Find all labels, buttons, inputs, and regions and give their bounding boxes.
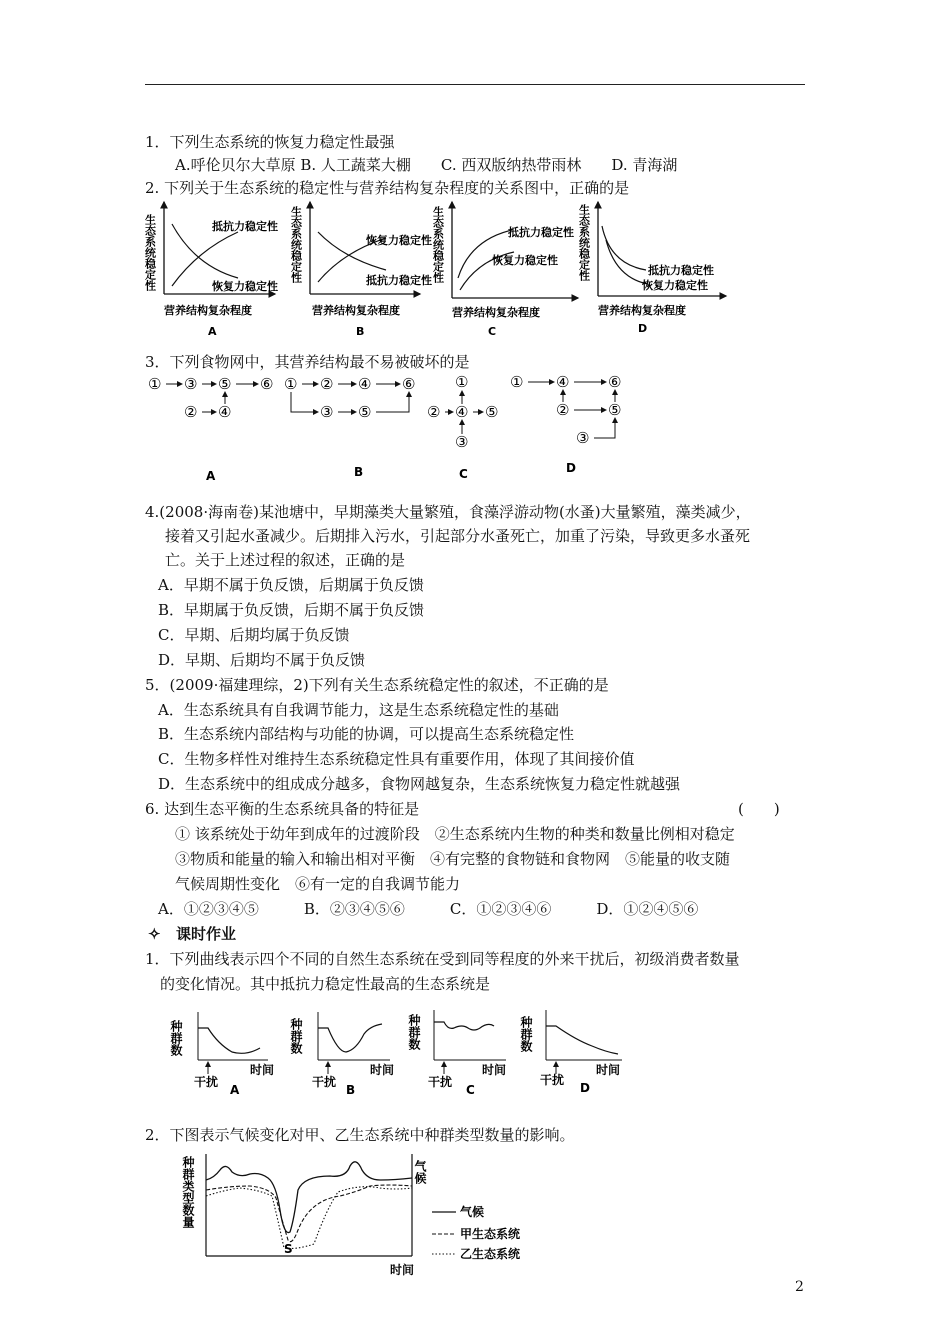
svg-text:②: ② xyxy=(320,375,334,393)
svg-text:干扰: 干扰 xyxy=(540,1073,565,1087)
svg-text:①: ① xyxy=(455,373,469,391)
q2-c-resist: 抵抗力稳定性 xyxy=(508,226,574,239)
q2-graph-c xyxy=(432,202,579,338)
q4-option-a: A．早期不属于负反馈，后期属于负反馈 xyxy=(158,576,424,594)
svg-text:③: ③ xyxy=(184,375,198,393)
svg-text:⑤: ⑤ xyxy=(358,403,372,421)
q6-stem: 6. 达到生态平衡的生态系统具备的特征是 xyxy=(145,800,420,818)
svg-text:④: ④ xyxy=(455,403,469,421)
q3-food-webs xyxy=(140,368,650,488)
svg-text:③: ③ xyxy=(320,403,334,421)
q2-c-ylabel: 生态系统稳定性 xyxy=(431,206,445,283)
q2-c-recover: 恢复力稳定性 xyxy=(492,254,558,267)
hw2-xlabel: 时间 xyxy=(390,1263,415,1277)
hw2-figure xyxy=(180,1150,540,1275)
hw2-legend-a: 甲生态系统 xyxy=(460,1227,521,1241)
hw2-legend-climate: 气候 xyxy=(460,1205,485,1219)
hw2-system-a-line xyxy=(206,1185,412,1242)
svg-text:A: A xyxy=(206,469,216,483)
svg-text:时间: 时间 xyxy=(596,1063,621,1077)
svg-text:④: ④ xyxy=(358,375,372,393)
q2-a-resist: 抵抗力稳定性 xyxy=(212,220,278,233)
svg-text:B: B xyxy=(354,465,364,479)
svg-text:干扰: 干扰 xyxy=(194,1075,219,1089)
q2-a-letter: A xyxy=(208,325,217,338)
svg-text:时间: 时间 xyxy=(250,1063,275,1077)
svg-text:种群数: 种群数 xyxy=(169,1020,183,1056)
q2-a-ylabel: 生态系统稳定性 xyxy=(143,214,157,291)
q2-stem: 2. 下列关于生态系统的稳定性与营养结构复杂程度的关系图中，正确的是 xyxy=(145,179,630,197)
q2-d-recover: 恢复力稳定性 xyxy=(642,279,708,292)
q6-line1: ① 该系统处于幼年到成年的过渡阶段 ②生态系统内生物的种类和数量比例相对稳定 xyxy=(175,825,735,843)
hw1-line1: 1．下列曲线表示四个不同的自然生态系统在受到同等程度的外来干扰后，初级消费者数量 xyxy=(145,950,740,968)
svg-text:⑤: ⑤ xyxy=(485,403,499,421)
q2-d-letter: D xyxy=(638,322,648,335)
q2-figures xyxy=(140,198,740,343)
svg-text:③: ③ xyxy=(455,433,469,451)
svg-text:⑤: ⑤ xyxy=(218,375,232,393)
hw2-point-s: S xyxy=(284,1242,293,1256)
q2-d-ylabel: 生态系统稳定性 xyxy=(577,204,591,281)
q5-stem: 5．(2009·福建理综，2)下列有关生态系统稳定性的叙述，不正确的是 xyxy=(145,676,609,694)
q1-options: A.呼伦贝尔大草原 B. 人工蔬菜大棚 C. 西双版纳热带雨林 D. 青海湖 xyxy=(175,156,678,174)
q3-web-c xyxy=(427,373,498,481)
q2-graph-b xyxy=(290,202,433,338)
svg-text:D: D xyxy=(580,1081,590,1095)
q1-stem: 1．下列生态系统的恢复力稳定性最强 xyxy=(145,133,395,151)
q6-answer-paren: ( ) xyxy=(738,800,780,818)
hw2-system-b-line xyxy=(206,1187,412,1249)
q4-line3: 亡。关于上述过程的叙述，正确的是 xyxy=(165,551,406,569)
q5-option-a: A．生态系统具有自我调节能力，这是生态系统稳定性的基础 xyxy=(158,701,559,719)
q2-b-xlabel: 营养结构复杂程度 xyxy=(312,304,400,317)
svg-text:⑤: ⑤ xyxy=(608,401,622,419)
svg-text:种群数: 种群数 xyxy=(519,1016,533,1052)
q2-b-ylabel: 生态系统稳定性 xyxy=(289,206,303,283)
q2-b-recover: 恢复力稳定性 xyxy=(366,234,432,247)
svg-text:B: B xyxy=(346,1083,356,1097)
q2-b-letter: B xyxy=(356,325,365,338)
section-symbol-icon: ✧ xyxy=(148,925,161,943)
svg-text:C: C xyxy=(459,467,468,481)
q3-web-b xyxy=(284,375,415,479)
svg-text:干扰: 干扰 xyxy=(312,1075,337,1089)
svg-text:种群数: 种群数 xyxy=(407,1014,421,1050)
hw1-graph-d xyxy=(519,1010,622,1095)
svg-text:干扰: 干扰 xyxy=(428,1075,453,1089)
page-number: 2 xyxy=(795,1279,804,1295)
q4-option-b: B．早期属于负反馈，后期不属于负反馈 xyxy=(158,601,425,619)
svg-text:⑥: ⑥ xyxy=(608,373,622,391)
q5-option-c: C．生物多样性对维持生态系统稳定性具有重要作用，体现了其间接价值 xyxy=(158,750,635,768)
q6-line2: ③物质和能量的输入和输出相对平衡 ④有完整的食物链和食物网 ⑤能量的收支随 xyxy=(175,850,731,868)
section-title: 课时作业 xyxy=(176,925,237,943)
q4-line2: 接着又引起水蚤减少。后期排入污水，引起部分水蚤死亡，加重了污染，导致更多水蚤死 xyxy=(165,527,751,545)
svg-text:⑥: ⑥ xyxy=(402,375,416,393)
hw2-yright: 气候 xyxy=(413,1160,427,1184)
q3-web-d xyxy=(510,373,621,475)
svg-text:C: C xyxy=(466,1083,475,1097)
q5-option-d: D．生态系统中的组成成分越多，食物网越复杂，生态系统恢复力稳定性就越强 xyxy=(158,775,681,793)
svg-text:②: ② xyxy=(427,403,441,421)
svg-text:④: ④ xyxy=(556,373,570,391)
svg-text:④: ④ xyxy=(218,403,232,421)
q2-a-xlabel: 营养结构复杂程度 xyxy=(164,304,252,317)
q4-option-d: D．早期、后期均不属于负反馈 xyxy=(158,651,366,669)
q4-line1: 4.(2008·海南卷)某池塘中，早期藻类大量繁殖，食藻浮游动物(水蚤)大量繁殖，藻类减少， xyxy=(145,503,751,521)
q2-c-letter: C xyxy=(488,325,497,338)
svg-text:②: ② xyxy=(184,403,198,421)
q2-b-resist: 抵抗力稳定性 xyxy=(366,274,432,287)
hw1-graph-a xyxy=(169,1012,274,1097)
svg-text:种群数: 种群数 xyxy=(289,1018,303,1054)
hw1-line2: 的变化情况。其中抵抗力稳定性最高的生态系统是 xyxy=(160,975,491,993)
svg-text:时间: 时间 xyxy=(370,1063,395,1077)
q6-line3: 气候周期性变化 ⑥有一定的自我调节能力 xyxy=(175,875,461,893)
q2-graph-a xyxy=(144,202,279,338)
hw1-graph-b xyxy=(289,1012,394,1097)
hw2-ylabel: 种群类型数量 xyxy=(181,1156,195,1228)
svg-text:①: ① xyxy=(284,375,298,393)
header-rule xyxy=(145,84,805,85)
q2-c-xlabel: 营养结构复杂程度 xyxy=(452,306,540,319)
svg-text:D: D xyxy=(566,461,576,475)
hw1-figures xyxy=(170,1004,640,1104)
hw2-climate-line xyxy=(206,1162,412,1233)
q2-d-resist: 抵抗力稳定性 xyxy=(648,264,714,277)
svg-text:③: ③ xyxy=(576,429,590,447)
q3-stem: 3．下列食物网中，其营养结构最不易被破坏的是 xyxy=(145,353,470,371)
svg-text:⑥: ⑥ xyxy=(260,375,274,393)
svg-text:①: ① xyxy=(148,375,162,393)
hw2-legend-b: 乙生态系统 xyxy=(460,1247,521,1261)
q6-options: A．①②③④⑤ B．②③④⑤⑥ C．①②③④⑥ D．①②④⑤⑥ xyxy=(158,900,699,918)
svg-text:A: A xyxy=(230,1083,240,1097)
q5-option-b: B．生态系统内部结构与功能的协调，可以提高生态系统稳定性 xyxy=(158,725,575,743)
q2-graph-d xyxy=(578,202,727,335)
svg-text:①: ① xyxy=(510,373,524,391)
hw1-graph-c xyxy=(407,1010,506,1097)
q4-option-c: C．早期、后期均属于负反馈 xyxy=(158,626,350,644)
q2-a-recover: 恢复力稳定性 xyxy=(212,280,278,293)
svg-text:②: ② xyxy=(556,401,570,419)
q2-d-xlabel: 营养结构复杂程度 xyxy=(598,304,686,317)
q3-web-a xyxy=(148,375,273,483)
svg-text:时间: 时间 xyxy=(482,1063,507,1077)
hw2-stem: 2．下图表示气候变化对甲、乙生态系统中种群类型数量的影响。 xyxy=(145,1126,575,1144)
